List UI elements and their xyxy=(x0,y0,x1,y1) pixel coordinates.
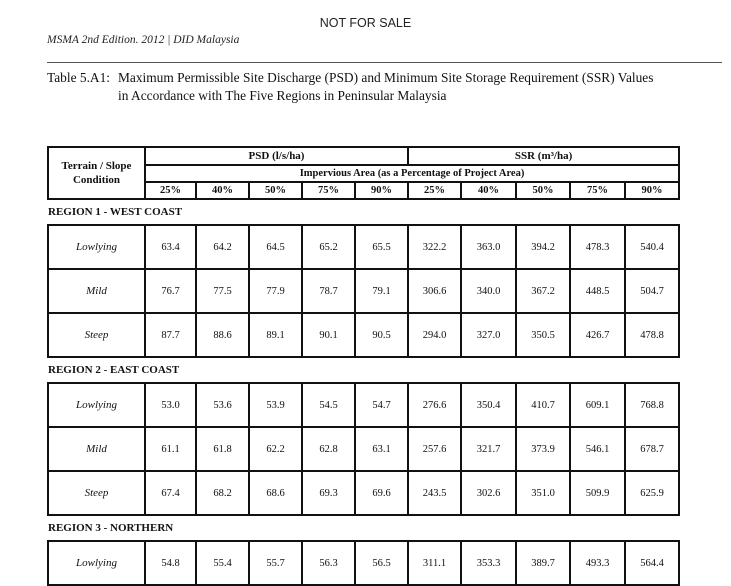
psd-value-cell: 62.2 xyxy=(249,427,302,471)
psd-value-cell: 55.7 xyxy=(249,541,302,585)
psd-value-cell: 65.5 xyxy=(355,225,408,269)
ssr-value-cell: 478.8 xyxy=(625,313,679,357)
ssr-value-cell: 294.0 xyxy=(408,313,461,357)
ssr-value-cell: 311.1 xyxy=(408,541,461,585)
ssr-value-cell: 302.6 xyxy=(461,471,516,515)
percent-column-header: 75% xyxy=(302,182,355,199)
ssr-value-cell: 448.5 xyxy=(570,269,625,313)
ssr-value-cell: 768.8 xyxy=(625,383,679,427)
percent-column-header: 40% xyxy=(196,182,249,199)
percent-column-header: 75% xyxy=(570,182,625,199)
psd-value-cell: 68.6 xyxy=(249,471,302,515)
ssr-value-cell: 350.4 xyxy=(461,383,516,427)
ssr-value-cell: 350.5 xyxy=(516,313,570,357)
terrain-cell: Mild xyxy=(48,269,145,313)
terrain-cell: Steep xyxy=(48,313,145,357)
table-row xyxy=(48,471,679,515)
ssr-value-cell: 394.2 xyxy=(516,225,570,269)
ssr-value-cell: 410.7 xyxy=(516,383,570,427)
watermark-text: NOT FOR SALE xyxy=(319,16,412,30)
ssr-value-cell: 276.6 xyxy=(408,383,461,427)
psd-value-cell: 53.6 xyxy=(196,383,249,427)
psd-header: PSD (l/s/ha) xyxy=(145,147,408,165)
table-caption xyxy=(47,69,722,105)
region-heading-row xyxy=(48,199,679,225)
psd-value-cell: 68.2 xyxy=(196,471,249,515)
region-heading-row xyxy=(48,357,679,383)
psd-value-cell: 64.2 xyxy=(196,225,249,269)
ssr-value-cell: 321.7 xyxy=(461,427,516,471)
ssr-value-cell: 426.7 xyxy=(570,313,625,357)
ssr-header: SSR (m³/ha) xyxy=(408,147,679,165)
psd-value-cell: 61.1 xyxy=(145,427,196,471)
terrain-cell: Lowlying xyxy=(48,541,145,585)
psd-value-cell: 54.7 xyxy=(355,383,408,427)
ssr-value-cell: 243.5 xyxy=(408,471,461,515)
ssr-value-cell: 363.0 xyxy=(461,225,516,269)
ssr-value-cell: 257.6 xyxy=(408,427,461,471)
table-row xyxy=(48,427,679,471)
region-heading: REGION 3 - NORTHERN xyxy=(48,522,174,534)
psd-value-cell: 55.4 xyxy=(196,541,249,585)
percent-column-header: 90% xyxy=(625,182,679,199)
psd-value-cell: 67.4 xyxy=(145,471,196,515)
terrain-cell: Steep xyxy=(48,471,145,515)
ssr-value-cell: 564.4 xyxy=(625,541,679,585)
region-heading: REGION 1 - WEST COAST xyxy=(48,206,183,218)
percent-column-header: 25% xyxy=(145,182,196,199)
ssr-value-cell: 353.3 xyxy=(461,541,516,585)
psd-value-cell: 88.6 xyxy=(196,313,249,357)
ssr-value-cell: 389.7 xyxy=(516,541,570,585)
psd-ssr-table xyxy=(47,146,680,586)
psd-value-cell: 54.8 xyxy=(145,541,196,585)
psd-value-cell: 89.1 xyxy=(249,313,302,357)
impervious-area-header: Impervious Area (as a Percentage of Project Area) xyxy=(145,165,679,182)
psd-value-cell: 63.1 xyxy=(355,427,408,471)
ssr-value-cell: 351.0 xyxy=(516,471,570,515)
ssr-value-cell: 306.6 xyxy=(408,269,461,313)
ssr-value-cell: 373.9 xyxy=(516,427,570,471)
region-heading-row xyxy=(48,515,679,541)
ssr-value-cell: 546.1 xyxy=(570,427,625,471)
ssr-value-cell: 609.1 xyxy=(570,383,625,427)
table-row xyxy=(48,383,679,427)
psd-value-cell: 65.2 xyxy=(302,225,355,269)
caption-number: Table 5.A1: xyxy=(47,70,111,85)
running-header: MSMA 2nd Edition. 2012 | DID Malaysia xyxy=(47,34,240,46)
table-row xyxy=(48,313,679,357)
ssr-value-cell: 504.7 xyxy=(625,269,679,313)
terrain-cell: Lowlying xyxy=(48,225,145,269)
psd-value-cell: 78.7 xyxy=(302,269,355,313)
psd-value-cell: 56.5 xyxy=(355,541,408,585)
psd-value-cell: 53.0 xyxy=(145,383,196,427)
psd-value-cell: 69.3 xyxy=(302,471,355,515)
psd-value-cell: 61.8 xyxy=(196,427,249,471)
terrain-slope-header: Terrain / Slope Condition xyxy=(48,147,145,199)
psd-value-cell: 62.8 xyxy=(302,427,355,471)
percent-column-header: 40% xyxy=(461,182,516,199)
ssr-value-cell: 493.3 xyxy=(570,541,625,585)
caption-line-1: Maximum Permissible Site Discharge (PSD) and Minimum Site Storage Requirement (SSR) Values xyxy=(118,70,654,85)
ssr-value-cell: 340.0 xyxy=(461,269,516,313)
terrain-cell: Lowlying xyxy=(48,383,145,427)
table-row xyxy=(48,269,679,313)
header-rule xyxy=(47,62,722,63)
psd-value-cell: 77.5 xyxy=(196,269,249,313)
terrain-cell: Mild xyxy=(48,427,145,471)
table-row xyxy=(48,541,679,585)
psd-value-cell: 56.3 xyxy=(302,541,355,585)
percent-column-header: 50% xyxy=(516,182,570,199)
psd-value-cell: 77.9 xyxy=(249,269,302,313)
percent-column-header: 90% xyxy=(355,182,408,199)
psd-value-cell: 87.7 xyxy=(145,313,196,357)
ssr-value-cell: 478.3 xyxy=(570,225,625,269)
psd-value-cell: 90.1 xyxy=(302,313,355,357)
psd-value-cell: 69.6 xyxy=(355,471,408,515)
psd-value-cell: 54.5 xyxy=(302,383,355,427)
ssr-value-cell: 540.4 xyxy=(625,225,679,269)
ssr-value-cell: 322.2 xyxy=(408,225,461,269)
ssr-value-cell: 327.0 xyxy=(461,313,516,357)
percent-column-header: 25% xyxy=(408,182,461,199)
psd-value-cell: 64.5 xyxy=(249,225,302,269)
psd-value-cell: 76.7 xyxy=(145,269,196,313)
ssr-value-cell: 509.9 xyxy=(570,471,625,515)
percent-column-header: 50% xyxy=(249,182,302,199)
ssr-value-cell: 625.9 xyxy=(625,471,679,515)
psd-ssr-table-container xyxy=(47,146,678,586)
psd-value-cell: 79.1 xyxy=(355,269,408,313)
region-heading: REGION 2 - EAST COAST xyxy=(48,364,180,376)
psd-value-cell: 90.5 xyxy=(355,313,408,357)
psd-value-cell: 53.9 xyxy=(249,383,302,427)
ssr-value-cell: 678.7 xyxy=(625,427,679,471)
caption-line-2: in Accordance with The Five Regions in Peninsular Malaysia xyxy=(118,88,447,103)
psd-value-cell: 63.4 xyxy=(145,225,196,269)
table-row xyxy=(48,225,679,269)
ssr-value-cell: 367.2 xyxy=(516,269,570,313)
